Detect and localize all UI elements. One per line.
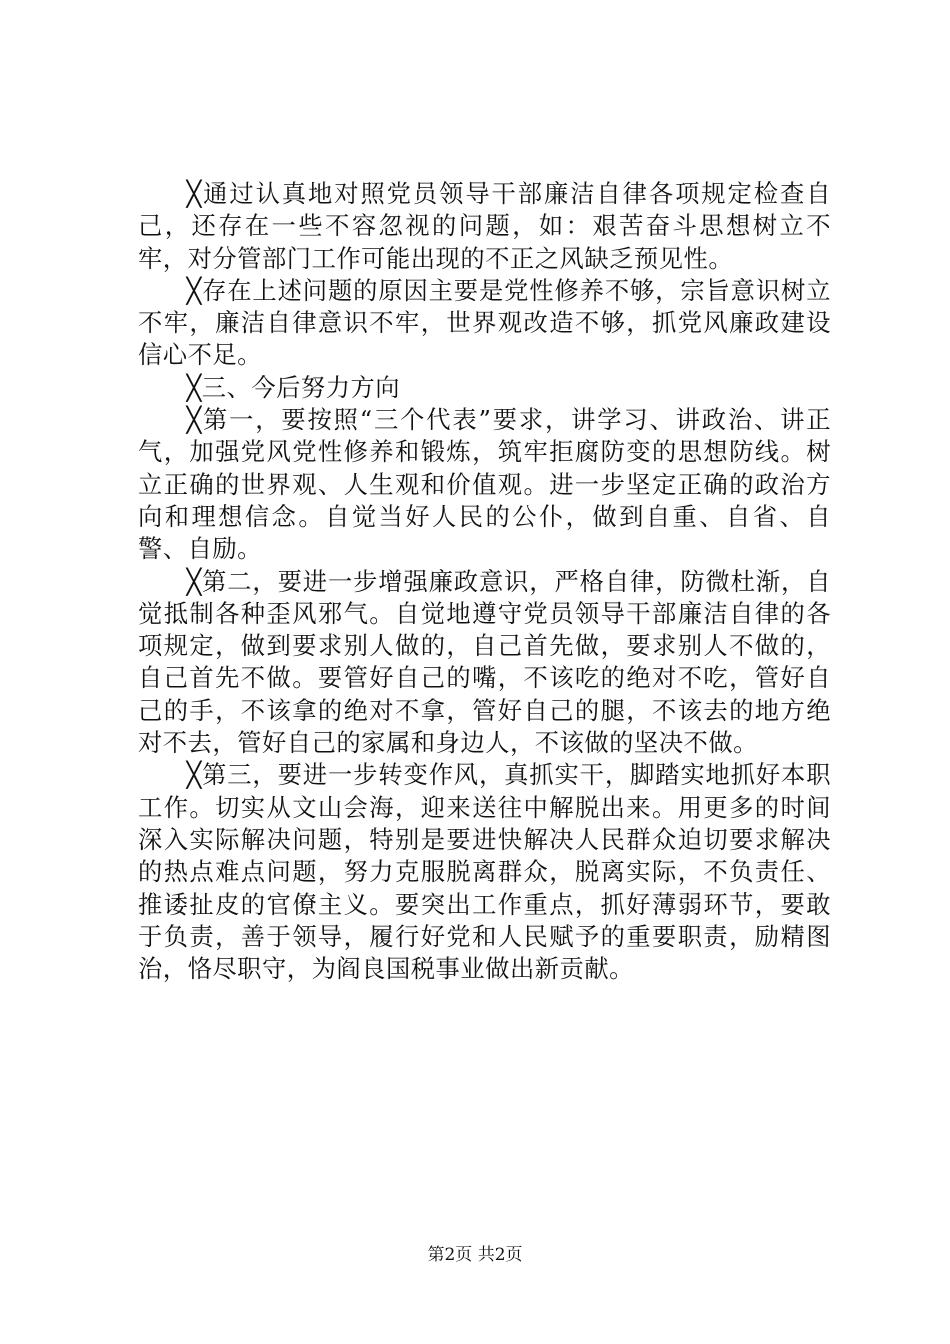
- paragraph-third-point: ╳第三，要进一步转变作风，真抓实干，脚踏实地抓好本职工作。切实从文山会海，迎来送往中解脱出来。用更多的时间深入实际解决问题，特别是要进快解决人民群众迫切要求解决的热点难点问题，努力克服脱离群众，脱离实际，不负责任、推诿扯皮的官僚主义。要突出工作重点，抓好薄弱环节，要敢于负责，善于领导，履行好党和人民赋予的重要职责，励精图治，恪尽职守，为阎良国税事业做出新贡献。: [138, 760, 831, 984]
- paragraph-first-point: ╳第一，要按照“三个代表”要求，讲学习、讲政治、讲正气，加强党风党性修养和锻炼，筑牢拒腐防变的思想防线。树立正确的世界观、人生观和价值观。进一步坚定正确的政治方向和理想信念。自觉当好人民的公仆，做到自重、自省、自警、自励。: [138, 405, 831, 564]
- paragraph-self-check: ╳通过认真地对照党员领导干部廉洁自律各项规定检查自己，还存在一些不容忽视的问题，如：艰苦奋斗思想树立不牢，对分管部门工作可能出现的不正之风缺乏预见性。: [138, 179, 831, 273]
- document-body: [138, 178, 831, 985]
- paragraph-causes: ╳存在上述问题的原因主要是党性修养不够，宗旨意识树立不牢，廉洁自律意识不牢，世界观改造不够，抓党风廉政建设信心不足。: [138, 275, 831, 370]
- paragraph-second-point: ╳第二，要进一步增强廉政意识，严格自律，防微杜渐，自觉抵制各种歪风邪气。自觉地遵守党员领导干部廉洁自律的各项规定，做到要求别人做的，自己首先做，要求别人不做的，自己首先不做。要管好自己的嘴，不该吃的绝对不吃，管好自己的手，不该拿的绝对不拿，管好自己的腿，不该去的地方绝对不去，管好自己的家属和身边人，不该做的坚决不做。: [138, 566, 831, 758]
- page-number-footer: 第2页 共2页: [427, 1245, 523, 1265]
- section-heading-future-direction: ╳三、今后努力方向: [186, 372, 401, 402]
